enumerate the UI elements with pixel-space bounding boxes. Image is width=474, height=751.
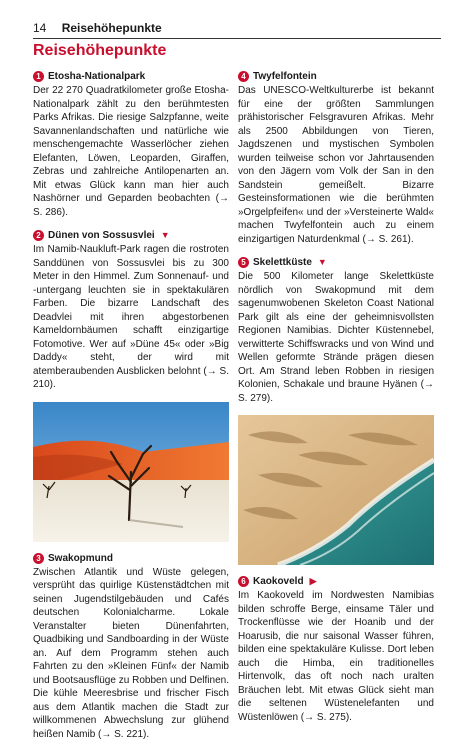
section-number-badge: 2 [33,230,44,241]
section-number-badge: 3 [33,553,44,564]
section-skelettkueste [238,256,434,405]
section-number-badge: 1 [33,71,44,82]
running-title: Reisehöhepunkte [61,21,162,35]
arrow-down-icon: ▼ [160,230,170,240]
section-kaokoveld [238,575,434,724]
section-heading [33,552,229,565]
section-text: Zwischen Atlantik und Wüste gelegen, versprüht das quirlige Küstenstädtchen mit seinen Jugendstilgebäuden und Cafés deutschen Kolonialcharme. Lokale Veranstalter bieten Dünenfahrten, Quadbiking und Sandboarding in der Wüste an. Auf dem Programm stehen auch Fahrten zu den »Kleinen Fünf« der Namib und Bootsausflüge zu Robben und Delfinen. Die kühle Meeresbrise und frischer Fisch aus dem Atlantik machen die Stadt zur willkommenen Abwechslung zur glühend heißen Namib (→ S. 221). [33,566,229,740]
photo-skeleton-coast [238,415,434,565]
section-title: Dünen von Sossusvlei [48,230,155,241]
section-sossusvlei [33,229,229,392]
section-title: Swakopmund [48,552,114,564]
page-title: Reisehöhepunkte [33,42,167,59]
section-heading [238,575,434,588]
section-etosha [33,70,229,219]
left-column [33,70,229,751]
section-text: Im Kaokoveld im Nordwesten Namibias bilden schroffe Berge, einsame Täler und Trockenflüsse wie der Hoanib und der Hoarusib, die nur saisonal Wasser führen, bilden eine spektakuläre Kulisse. Dort leben auch die Himba, ein traditionelles Hirtenvolk, das oft noch nach uralten Bräuchen lebt. Mit etwas Glück sieht man die seltenen Wüstenelefanten und Wüstenlöwen (→ S. 275). [238,590,434,723]
section-title: Etosha-Nationalpark [48,71,146,82]
running-header [33,20,441,39]
section-swakopmund [33,552,229,742]
arrow-down-icon: ▼ [317,257,327,267]
section-heading [238,256,434,269]
section-title: Skelettküste [253,257,312,268]
section-twyfelfontein [238,70,434,246]
section-text: Der 22 270 Quadratkilometer große Etosha-Nationalpark zählt zu den berühmtesten Parks Afrikas. Die riesige Salzpfanne, weite Savannenlandschaften und natürliche wie menschengemachte Wasserlöcher ziehen Elefanten, Löwen, Leoparden, Giraffen, Zebras und zahlreiche Antilopenarten an. Mit etwas Glück kann man hier auch Nashörner und Geparden beobachten (→ S. 286). [33,85,229,218]
page-number: 14 [33,21,47,35]
section-title: Twyfelfontein [253,71,317,82]
section-text: Im Namib-Naukluft-Park ragen die rostroten Sanddünen von Sossusvlei bis zu 300 Meter in den Himmel. Zum Sonnenauf- und -untergang leuchten sie in spektakulären Farben. Die bizarre Landschaft des Deadvlei mit ihren abgestorbenen Kameldornbäumen schafft einzigartige Fotomotive. Wer auf »Düne 45« oder »Big Daddy« steht, der wird mit atemberaubenden Ausblicken belohnt (→ S. 210). [33,244,229,390]
section-text: Die 500 Kilometer lange Skelettküste nördlich von Swakopmund mit dem sagenumwobenen Skeleton Coast National Park gilt als eine der geheimnisvollsten Regionen Namibias. Dichter Küstennebel, verwitterte Schiffswracks und von Wind und Wellen geformte Strände prägen diesen Ort. Am Strand leben Robben in riesigen Kolonien, Schakale und braune Hyänen (→ S. 279). [238,271,434,404]
section-number-badge: 4 [238,71,249,82]
section-heading [33,70,229,83]
section-number-badge: 6 [238,576,249,587]
right-column [238,70,434,734]
photo-deadvlei [33,402,229,542]
section-heading [238,70,434,83]
section-text: Das UNESCO-Weltkulturerbe ist bekannt für eine der größten Sammlungen prähistorischer Felsgravuren Afrikas. Mehr als 2500 Abbildungen von Tieren, Jagdszenen und mystischen Symbolen wurden teilweise schon vor Jahrtausenden von den Jägern vom Volk der San in den Sandstein gemeißelt. Bizarre Gesteinsformationen wie die berühmten »Orgelpfeifen« und der »Versteinerte Wald« machen Twyfelfontein auch zu einem einzigartigen Naturdenkmal (→ S. 261). [238,85,434,245]
section-title: Kaokoveld [253,576,304,587]
section-heading [33,229,229,242]
arrow-right-icon: ▶ [309,576,317,586]
section-number-badge: 5 [238,257,249,268]
